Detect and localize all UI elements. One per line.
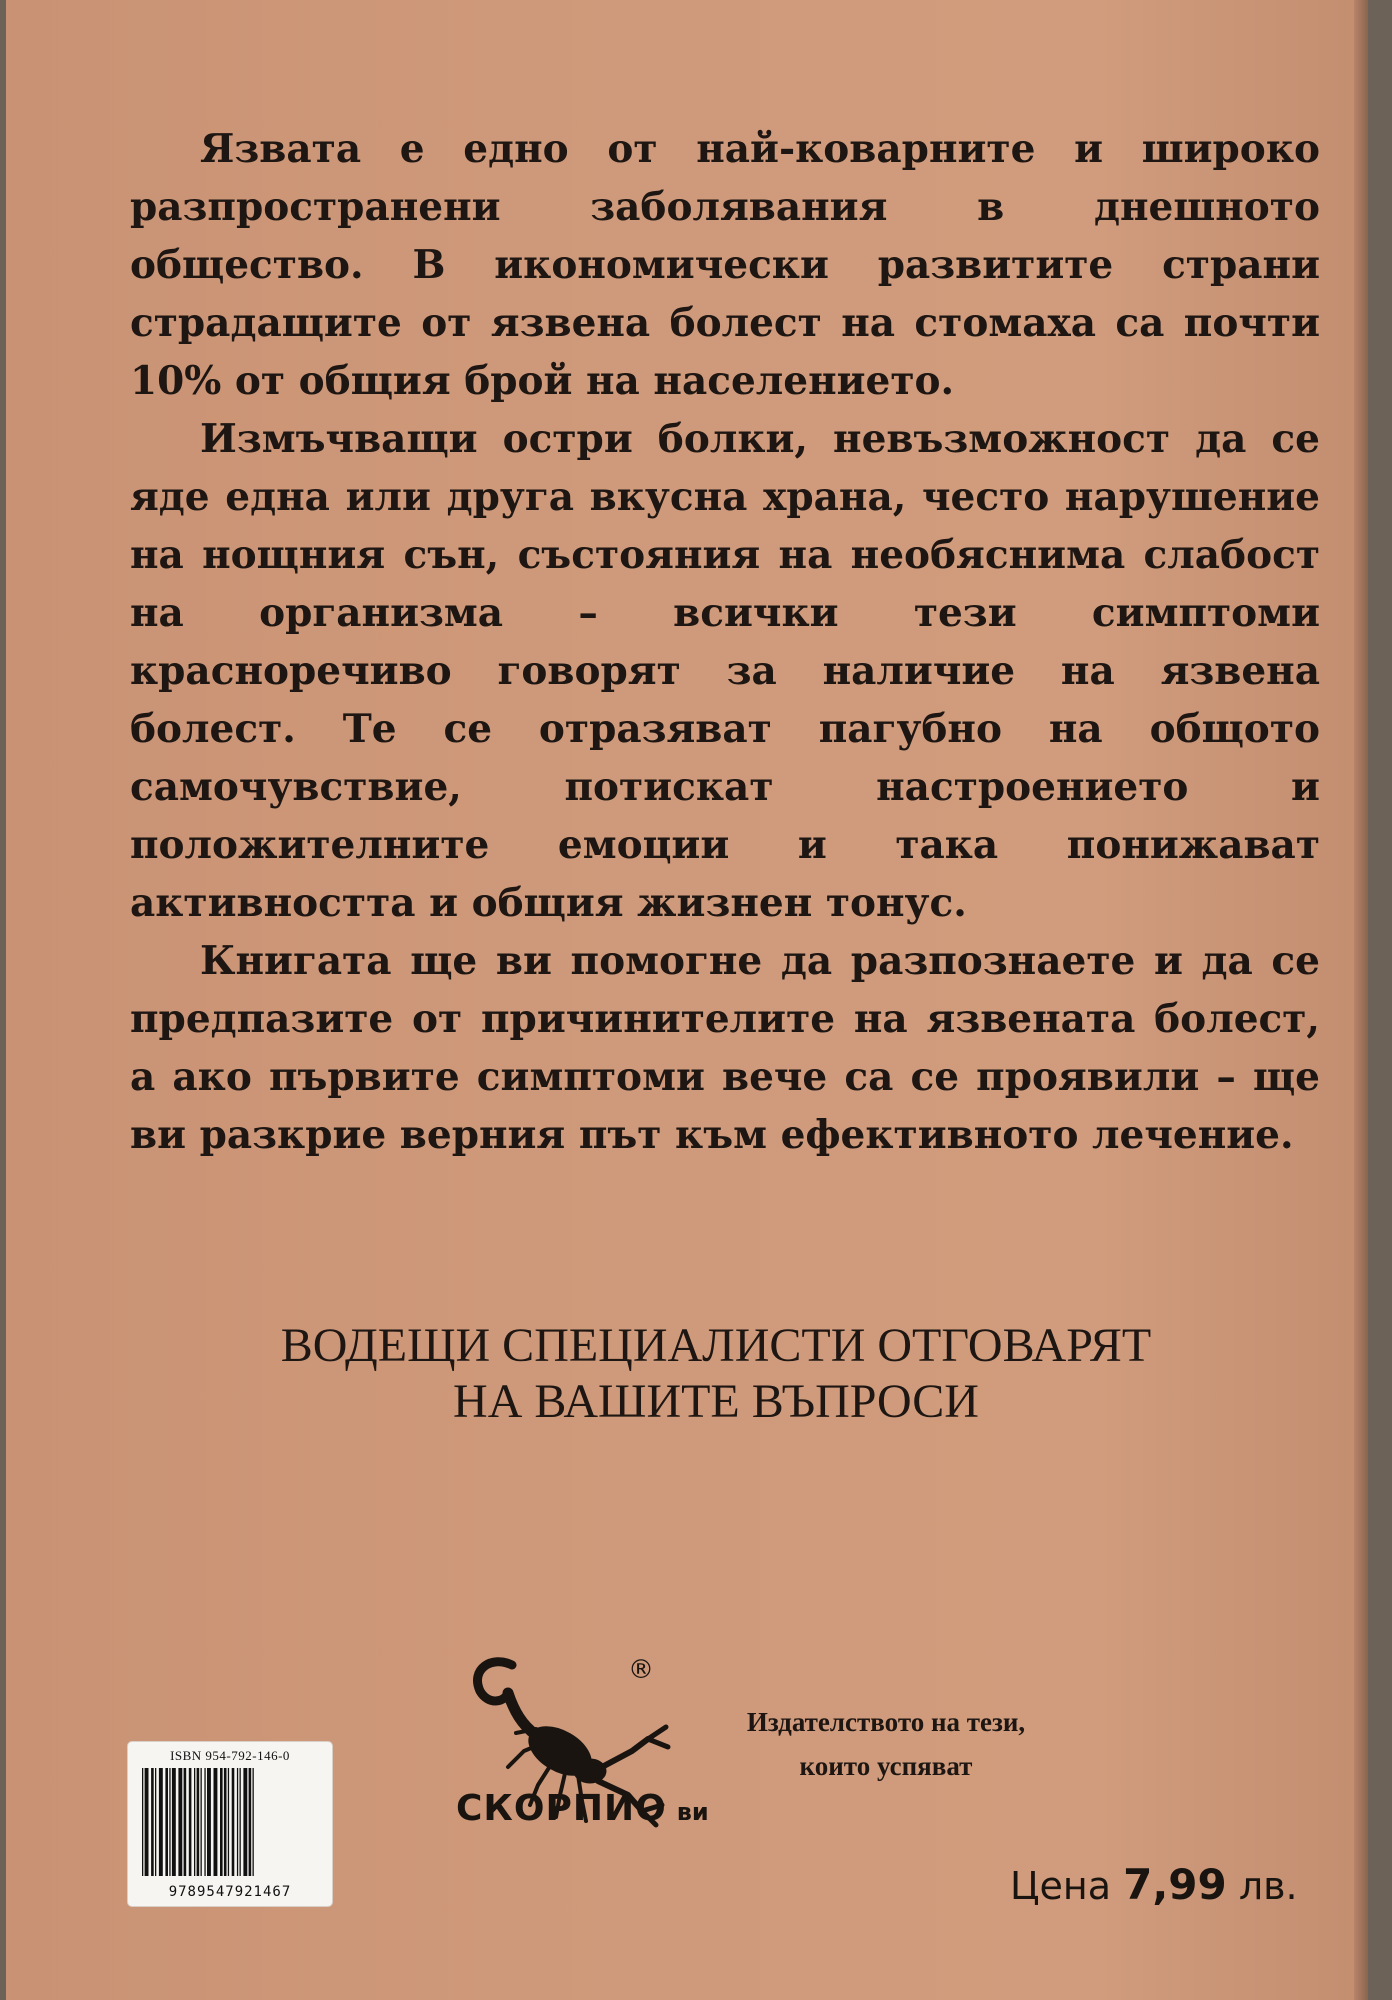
barcode-bar [142, 1768, 143, 1876]
ean-digits: 9789547921467 [168, 1884, 292, 1900]
barcode-bar [224, 1768, 227, 1876]
barcode-bar [194, 1768, 195, 1876]
barcode-bar [207, 1768, 211, 1876]
barcode-bar [178, 1768, 182, 1876]
barcode-bar [189, 1768, 192, 1876]
registered-mark: ® [628, 1655, 654, 1685]
barcode-bar [184, 1768, 187, 1876]
back-cover [6, 0, 1368, 2000]
isbn-text: ISBN 954-792-146-0 [170, 1748, 290, 1763]
slogan-line: Издателството на тези, [746, 1707, 1026, 1737]
blurb-paragraph: Книгата ще ви помогне да разпознаете и да се предпазите от причинителите на язвената болест, а ако първите симптоми вече са се проявили – ще ви разкрие верния път към ефективното лечение. [130, 938, 1320, 1158]
barcode-bar [172, 1768, 176, 1876]
blurb-paragraph: Измъчващи остри болки, невъзможност да се яде една или друга вкусна храна, често нарушение на нощния сън, състояния на необяснима слабост на организма – всички тези симптоми красноречиво говорят за наличие на язвена болест. Те се отразяват пагубно на общото самочувствие, потискат настроението и положителните емоции и така понижават активността и общия жизнен тонус. [130, 416, 1320, 926]
barcode-bar [169, 1768, 170, 1876]
barcode-bar [232, 1768, 235, 1876]
slogan-line: които успяват [799, 1751, 973, 1781]
cover-edge [1354, 0, 1368, 2000]
price-label: Цена [1010, 1864, 1112, 1908]
barcode-bar [155, 1768, 156, 1876]
barcode-bar [151, 1768, 154, 1876]
barcode-bar [165, 1768, 168, 1876]
barcode-bar [253, 1768, 254, 1876]
publisher-name-text: СКОРПИО [456, 1788, 667, 1829]
barcode-bar [220, 1768, 223, 1876]
publisher-slogan [726, 1700, 1046, 1788]
publisher-suffix: ви [676, 1798, 709, 1826]
series-headline [186, 1318, 1246, 1430]
barcode-bar [197, 1768, 200, 1876]
barcode-bar [214, 1768, 218, 1876]
barcode-bars [142, 1768, 318, 1876]
barcode-bar [243, 1768, 247, 1876]
barcode-bar [237, 1768, 238, 1876]
barcode-label [128, 1742, 332, 1906]
publisher-name [456, 1788, 709, 1829]
barcode-bar [201, 1768, 202, 1876]
headline-line: НА ВАШИТЕ ВЪПРОСИ [453, 1375, 979, 1428]
barcode-bar [249, 1768, 252, 1876]
barcode-bar [240, 1768, 241, 1876]
price-amount: 7,99 [1123, 1860, 1227, 1909]
barcode-bar [145, 1768, 149, 1876]
price-currency: лв. [1238, 1864, 1298, 1908]
barcode-bar [159, 1768, 163, 1876]
blurb-text [130, 120, 1320, 1164]
barcode-bar [204, 1768, 205, 1876]
barcode-bar [228, 1768, 229, 1876]
headline-line: ВОДЕЩИ СПЕЦИАЛИСТИ ОТГОВАРЯТ [280, 1319, 1152, 1372]
price [1010, 1860, 1298, 1909]
blurb-paragraph: Язвата е едно от най-коварните и широко разпространени заболявания в днешното общество. В икономически развитите страни страдащите от язвена болест на стомаха са почти 10% от общия брой на населението. [130, 126, 1320, 404]
